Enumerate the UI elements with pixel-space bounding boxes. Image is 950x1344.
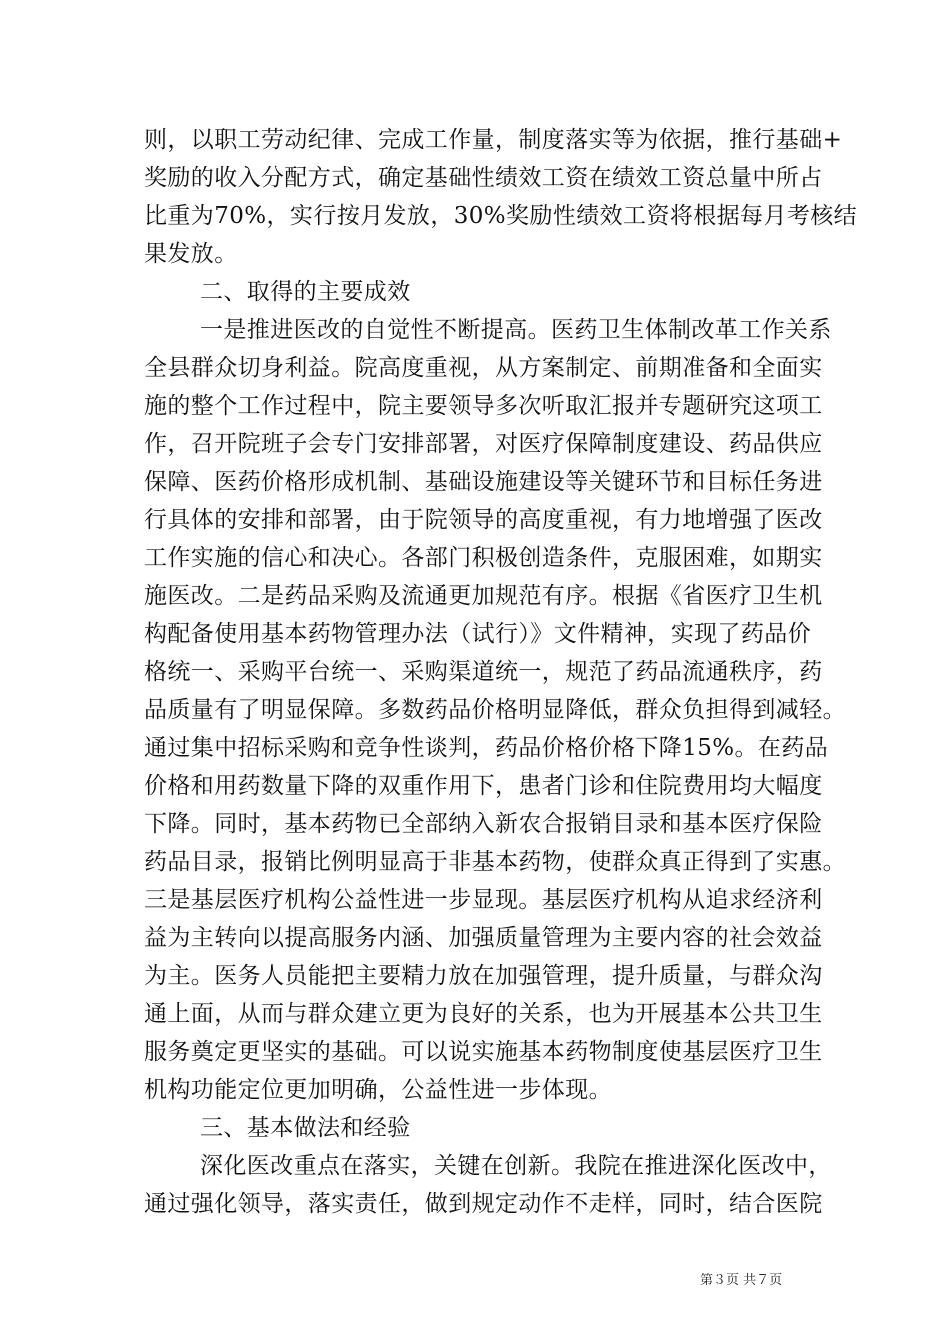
- body-text-line: 药品目录，报销比例明显高于非基本药物，使群众真正得到了实惠。: [144, 849, 846, 875]
- body-text-line: 通过集中招标采购和竞争性谈判，药品价格价格下降15%。在药品: [144, 735, 829, 761]
- body-text-line: 一是推进医改的自觉性不断提高。医药卫生体制改革工作关系: [200, 317, 832, 343]
- section-heading: 二、取得的主要成效: [200, 279, 411, 305]
- body-text-line: 三是基层医疗机构公益性进一步显现。基层医疗机构从追求经济利: [144, 887, 823, 913]
- body-text-line: 益为主转向以提高服务内涵、加强质量管理为主要内容的社会效益: [144, 925, 823, 951]
- body-text-line: 机构功能定位更加明确，公益性进一步体现。: [144, 1077, 612, 1103]
- body-text-line: 服务奠定更坚实的基础。可以说实施基本药物制度使基层医疗卫生: [144, 1039, 823, 1065]
- body-text-line: 则，以职工劳动纪律、完成工作量，制度落实等为依据，推行基础+: [144, 127, 843, 153]
- body-text-line: 奖励的收入分配方式，确定基础性绩效工资在绩效工资总量中所占: [144, 165, 823, 191]
- body-text-line: 下降。同时，基本药物已全部纳入新农合报销目录和基本医疗保险: [144, 811, 823, 837]
- body-text-line: 施医改。二是药品采购及流通更加规范有序。根据《省医疗卫生机: [144, 583, 823, 609]
- body-text-line: 通上面，从而与群众建立更为良好的关系，也为开展基本公共卫生: [144, 1001, 823, 1027]
- body-text-line: 作，召开院班子会专门安排部署，对医疗保障制度建设、药品供应: [144, 431, 823, 457]
- body-text-line: 价格和用药数量下降的双重作用下，患者门诊和住院费用均大幅度: [144, 773, 823, 799]
- body-text-line: 深化医改重点在落实，关键在创新。我院在推进深化医改中，: [200, 1153, 832, 1179]
- body-text-line: 构配备使用基本药物管理办法（试行）》文件精神，实现了药品价: [144, 621, 812, 647]
- body-text-line: 工作实施的信心和决心。各部门积极创造条件，克服困难，如期实: [144, 545, 823, 571]
- body-text-line: 施的整个工作过程中，院主要领导多次听取汇报并专题研究这项工: [144, 393, 823, 419]
- section-heading: 三、基本做法和经验: [200, 1115, 411, 1141]
- body-text-line: 通过强化领导，落实责任，做到规定动作不走样，同时，结合医院: [144, 1191, 823, 1217]
- page-number: 第３页 共７页: [700, 1273, 783, 1288]
- body-text-line: 比重为70%，实行按月发放，30%奖励性绩效工资将根据每月考核结: [144, 203, 858, 229]
- body-text-line: 保障、医药价格形成机制、基础设施建设等关键环节和目标任务进: [144, 469, 823, 495]
- body-text-line: 全县群众切身利益。院高度重视，从方案制定、前期准备和全面实: [144, 355, 823, 381]
- body-text-line: 品质量有了明显保障。多数药品价格明显降低，群众负担得到减轻。: [144, 697, 846, 723]
- body-text-line: 为主。医务人员能把主要精力放在加强管理，提升质量，与群众沟: [144, 963, 823, 989]
- body-text-line: 果发放。: [144, 241, 238, 267]
- body-text-line: 格统一、采购平台统一、采购渠道统一，规范了药品流通秩序，药: [144, 659, 823, 685]
- body-text-line: 行具体的安排和部署，由于院领导的高度重视，有力地增强了医改: [144, 507, 823, 533]
